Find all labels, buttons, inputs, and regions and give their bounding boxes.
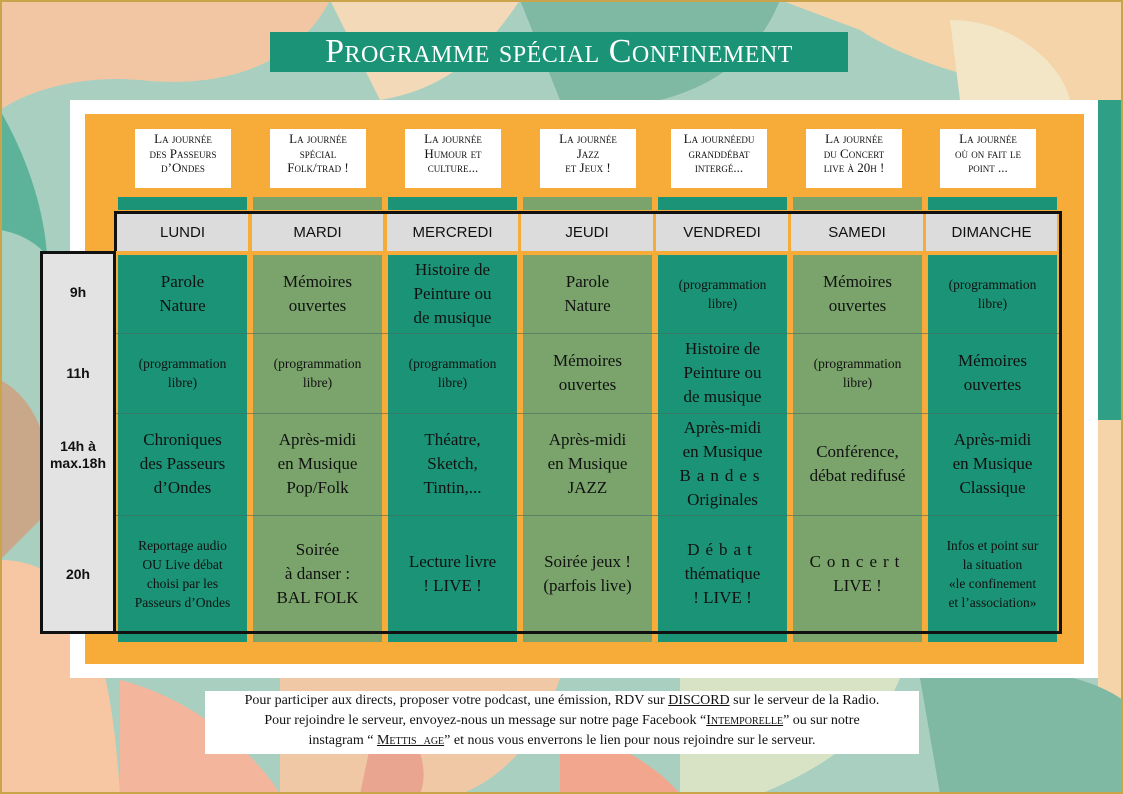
footer-line-2-end: ” ou sur notre bbox=[783, 713, 860, 728]
day-header-6: DIMANCHE bbox=[926, 214, 1057, 251]
cell-lundi-2-line: d’Ondes bbox=[153, 478, 212, 497]
cell-dimanche-0-line: libre) bbox=[977, 296, 1008, 311]
cell-mardi-2-line: Pop/Folk bbox=[286, 478, 349, 497]
cell-mercredi-1-line: (programmation bbox=[408, 356, 497, 371]
theme-box-4-line: granddébat bbox=[688, 145, 750, 161]
footer-line-1 bbox=[205, 691, 919, 711]
cell-samedi-3 bbox=[793, 550, 922, 598]
cell-samedi-1-line: libre) bbox=[842, 375, 873, 390]
theme-box-5-line: du Concert bbox=[823, 145, 885, 161]
footer-line-3 bbox=[205, 731, 919, 751]
cell-vendredi-0-line: (programmation bbox=[678, 277, 767, 292]
instagram-link[interactable]: Mettis_age bbox=[376, 733, 445, 748]
cell-vendredi-3-line: thématique bbox=[684, 563, 761, 583]
theme-box-0-line: La journée bbox=[154, 131, 212, 146]
cell-mardi-3 bbox=[253, 538, 382, 610]
cell-jeudi-2-line: en Musique bbox=[547, 454, 628, 473]
cell-jeudi-3 bbox=[523, 550, 652, 598]
cell-mercredi-3-line: Lecture livre bbox=[408, 551, 497, 571]
footer-line-2-text: Pour rejoindre le serveur, envoyez-nous un message sur notre page Facebook “ bbox=[264, 713, 707, 728]
cell-lundi-3-line: Passeurs d’Ondes bbox=[134, 594, 231, 610]
cell-mardi-2 bbox=[253, 428, 382, 500]
facebook-link[interactable]: Intemporelle bbox=[706, 713, 784, 728]
cell-vendredi-0 bbox=[658, 275, 787, 313]
cell-samedi-2-line: débat redifusé bbox=[809, 466, 906, 485]
cell-jeudi-1-line: ouvertes bbox=[558, 375, 617, 394]
theme-box-5-line: La journée bbox=[825, 131, 883, 146]
cell-dimanche-3-line: Infos et point sur bbox=[946, 537, 1039, 553]
cell-mercredi-3 bbox=[388, 550, 517, 598]
cell-mercredi-2-line: Tintin,... bbox=[423, 478, 482, 497]
grid-right-border bbox=[1059, 211, 1062, 634]
footer-line-2 bbox=[205, 711, 919, 731]
cell-dimanche-0-line: (programmation bbox=[948, 277, 1037, 292]
cell-mardi-3-line: Soirée bbox=[295, 539, 340, 559]
cell-dimanche-2-line: Après-midi bbox=[953, 430, 1032, 449]
theme-tab-3 bbox=[523, 197, 652, 210]
theme-box-5-line: live à 20h ! bbox=[823, 160, 885, 175]
cell-jeudi-2-line: JAZZ bbox=[567, 478, 608, 497]
cell-lundi-3-line: OU Live débat bbox=[142, 556, 223, 572]
cell-dimanche-1-line: ouvertes bbox=[963, 375, 1022, 394]
cell-mardi-3-line: à danser : bbox=[284, 563, 351, 583]
row-divider-2 bbox=[116, 515, 1060, 516]
theme-box-3-line: et Jeux ! bbox=[565, 160, 611, 175]
cell-jeudi-3-line: (parfois live) bbox=[543, 575, 632, 595]
day-header-4: VENDREDI bbox=[656, 214, 788, 251]
theme-box-0 bbox=[135, 129, 231, 188]
theme-box-4 bbox=[671, 129, 767, 188]
theme-box-1-line: Folk/trad ! bbox=[287, 160, 349, 175]
cell-lundi-1-line: (programmation bbox=[138, 356, 227, 371]
cell-mardi-2-line: Après-midi bbox=[278, 430, 357, 449]
cell-jeudi-0-line: Parole bbox=[565, 272, 610, 291]
cell-mercredi-0-line: de musique bbox=[413, 308, 492, 327]
cell-lundi-0-line: Parole bbox=[160, 272, 205, 291]
theme-box-3 bbox=[540, 129, 636, 188]
theme-box-1-line: spécial bbox=[299, 145, 337, 161]
footer-line-1-text: Pour participer aux directs, proposer votre podcast, une émission, RDV sur bbox=[244, 693, 669, 708]
theme-box-2-line: culture... bbox=[427, 160, 479, 175]
cell-mercredi-2 bbox=[388, 428, 517, 500]
time-label-0 bbox=[43, 284, 113, 301]
theme-box-3-line: La journée bbox=[559, 131, 617, 146]
theme-box-6-line: La journée bbox=[959, 131, 1017, 146]
time-label-1-line: 11h bbox=[66, 365, 90, 381]
cell-jeudi-1 bbox=[523, 349, 652, 397]
cell-dimanche-3 bbox=[928, 536, 1057, 612]
cell-samedi-3-line: LIVE ! bbox=[833, 575, 882, 595]
cell-dimanche-1-line: Mémoires bbox=[958, 351, 1027, 370]
footer-line-3-text: instagram “ bbox=[308, 733, 377, 748]
cell-vendredi-2 bbox=[658, 416, 787, 512]
cell-mercredi-0-line: Histoire de bbox=[414, 260, 491, 279]
cell-dimanche-3-line: et l’association» bbox=[948, 594, 1037, 610]
cell-mardi-2-line: en Musique bbox=[277, 454, 358, 473]
cell-lundi-0 bbox=[118, 270, 247, 318]
cell-jeudi-1-line: Mémoires bbox=[553, 351, 622, 370]
time-label-2-line: max.18h bbox=[49, 455, 107, 471]
cell-vendredi-3-line: Débat bbox=[687, 539, 758, 559]
theme-box-4-line: La journéedu bbox=[683, 131, 755, 146]
cell-mardi-1-line: libre) bbox=[302, 375, 333, 390]
time-label-2-line: 14h à bbox=[60, 438, 96, 454]
day-header-3: JEUDI bbox=[521, 214, 653, 251]
cell-lundi-2 bbox=[118, 428, 247, 500]
cell-dimanche-2 bbox=[928, 428, 1057, 500]
theme-tab-0 bbox=[118, 197, 247, 210]
cell-jeudi-0-line: Nature bbox=[564, 296, 611, 315]
footer-line-3-end: ” et nous vous enverrons le lien pour nous rejoindre sur le serveur. bbox=[444, 733, 816, 748]
cell-vendredi-0-line: libre) bbox=[707, 296, 738, 311]
discord-link[interactable]: DISCORD bbox=[668, 693, 730, 708]
cell-mercredi-1 bbox=[388, 354, 517, 392]
cell-jeudi-3-line: Soirée jeux ! bbox=[544, 551, 631, 571]
cell-vendredi-3 bbox=[658, 538, 787, 610]
grid-bottom-border bbox=[40, 631, 1062, 634]
cell-lundi-1 bbox=[118, 354, 247, 392]
cell-lundi-3 bbox=[118, 536, 247, 612]
cell-dimanche-2-line: Classique bbox=[959, 478, 1026, 497]
time-label-3-line: 20h bbox=[65, 566, 91, 582]
cell-dimanche-2-line: en Musique bbox=[952, 454, 1033, 473]
cell-vendredi-2-line: Originales bbox=[687, 490, 758, 509]
cell-samedi-3-line: Concert bbox=[809, 551, 906, 571]
cell-vendredi-1 bbox=[658, 337, 787, 409]
cell-vendredi-3-line: ! LIVE ! bbox=[693, 587, 752, 607]
theme-box-4-line: intergé... bbox=[694, 160, 744, 175]
cell-samedi-0-line: Mémoires bbox=[823, 272, 892, 291]
theme-box-5 bbox=[806, 129, 902, 188]
cell-jeudi-2-line: Après-midi bbox=[548, 430, 627, 449]
time-label-2 bbox=[43, 438, 113, 472]
cell-mercredi-2-line: Théatre, bbox=[424, 430, 481, 449]
theme-box-6-line: où on fait le bbox=[954, 145, 1022, 161]
cell-dimanche-1 bbox=[928, 349, 1057, 397]
cell-lundi-0-line: Nature bbox=[159, 296, 206, 315]
cell-jeudi-2 bbox=[523, 428, 652, 500]
day-header-2: MERCREDI bbox=[387, 214, 518, 251]
cell-mercredi-0-line: Peinture ou bbox=[413, 284, 492, 303]
theme-tab-1 bbox=[253, 197, 382, 210]
theme-box-2 bbox=[405, 129, 501, 188]
page-title: Programme spécial Confinement bbox=[270, 32, 848, 72]
time-label-0-line: 9h bbox=[69, 284, 87, 300]
day-header-5: SAMEDI bbox=[791, 214, 923, 251]
cell-samedi-1 bbox=[793, 354, 922, 392]
cell-mardi-0-line: ouvertes bbox=[288, 296, 347, 315]
cell-lundi-2-line: des Passeurs bbox=[139, 454, 226, 473]
cell-vendredi-1-line: Histoire de bbox=[684, 339, 761, 358]
cell-mardi-1-line: (programmation bbox=[273, 356, 362, 371]
cell-vendredi-1-line: Peinture ou bbox=[683, 363, 762, 382]
theme-box-0-line: d’Ondes bbox=[161, 160, 205, 175]
day-header-1: MARDI bbox=[252, 214, 383, 251]
cell-lundi-3-line: Reportage audio bbox=[138, 537, 227, 553]
theme-box-1 bbox=[270, 129, 366, 188]
footer-info bbox=[205, 691, 919, 754]
cell-samedi-0-line: ouvertes bbox=[828, 296, 887, 315]
theme-box-0-line: des Passeurs bbox=[149, 145, 217, 161]
cell-dimanche-0 bbox=[928, 275, 1057, 313]
footer-line-1-end: sur le serveur de la Radio. bbox=[729, 693, 880, 708]
cell-mercredi-2-line: Sketch, bbox=[427, 454, 478, 473]
theme-box-2-line: La journée bbox=[424, 131, 482, 146]
cell-lundi-1-line: libre) bbox=[167, 375, 198, 390]
cell-samedi-1-line: (programmation bbox=[813, 356, 902, 371]
cell-mardi-0 bbox=[253, 270, 382, 318]
theme-box-2-line: Humour et bbox=[424, 145, 482, 161]
cell-lundi-3-line: choisi par les bbox=[146, 575, 219, 591]
theme-box-3-line: Jazz bbox=[576, 145, 600, 161]
cell-dimanche-3-line: «le confinement bbox=[948, 575, 1037, 591]
time-label-3 bbox=[43, 566, 113, 583]
cell-vendredi-1-line: de musique bbox=[683, 387, 762, 406]
row-divider-1 bbox=[116, 413, 1060, 414]
cell-mardi-3-line: BAL FOLK bbox=[276, 587, 359, 607]
theme-box-1-line: La journée bbox=[289, 131, 347, 146]
day-header-0: LUNDI bbox=[117, 214, 248, 251]
cell-mercredi-3-line: ! LIVE ! bbox=[423, 575, 482, 595]
theme-box-6 bbox=[940, 129, 1036, 188]
cell-samedi-2-line: Conférence, bbox=[816, 442, 899, 461]
cell-dimanche-3-line: la situation bbox=[962, 556, 1023, 572]
cell-mardi-1 bbox=[253, 354, 382, 392]
cell-lundi-2-line: Chroniques bbox=[143, 430, 222, 449]
time-label-1 bbox=[43, 365, 113, 382]
theme-tab-6 bbox=[928, 197, 1057, 210]
cell-samedi-0 bbox=[793, 270, 922, 318]
cell-samedi-2 bbox=[793, 440, 922, 488]
theme-tab-5 bbox=[793, 197, 922, 210]
cell-mercredi-0 bbox=[388, 258, 517, 330]
theme-tab-2 bbox=[388, 197, 517, 210]
cell-mercredi-1-line: libre) bbox=[437, 375, 468, 390]
cell-mardi-0-line: Mémoires bbox=[283, 272, 352, 291]
theme-tab-4 bbox=[658, 197, 787, 210]
theme-box-6-line: point ... bbox=[968, 160, 1008, 175]
row-divider-0 bbox=[116, 333, 1060, 334]
cell-vendredi-2-line: Après-midi bbox=[683, 418, 762, 437]
cell-vendredi-2-line: en Musique bbox=[682, 442, 763, 461]
cell-jeudi-0 bbox=[523, 270, 652, 318]
cell-vendredi-2-line: Bandes bbox=[679, 466, 766, 485]
